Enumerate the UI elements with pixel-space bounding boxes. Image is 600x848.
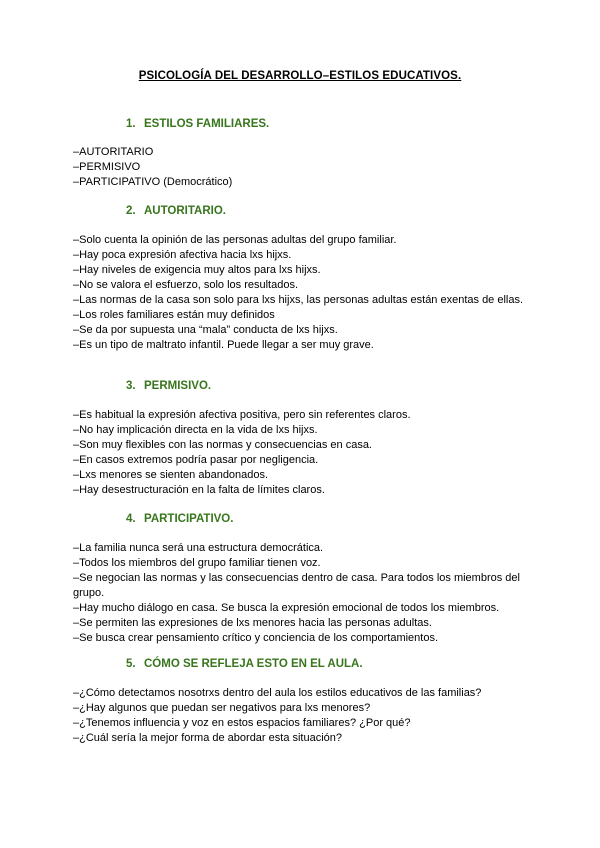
list-item: –Hay mucho diálogo en casa. Se busca la expresión emocional de todos los miembros. [73,602,500,614]
list-item: –En casos extremos podría pasar por negligencia. [73,454,319,466]
list-item: –Hay desestructuración en la falta de límites claros. [73,484,325,496]
list-item: –Hay niveles de exigencia muy altos para lxs hijxs. [73,264,321,276]
section-heading-estilos-familiares [126,118,269,130]
section-number: 5. [126,658,136,670]
section-number: 2. [126,205,136,217]
list-item: –Se da por supuesta una “mala” conducta de lxs hijxs. [73,324,338,336]
section-title: ESTILOS FAMILIARES. [144,118,270,130]
list-item: –¿Tenemos influencia y voz en estos espacios familiares? ¿Por qué? [73,717,411,729]
section-list-permisivo [73,408,543,498]
list-item: –Son muy flexibles con las normas y consecuencias en casa. [73,439,372,451]
list-item: –La familia nunca será una estructura democrática. [73,542,324,554]
list-item: –Solo cuenta la opinión de las personas adultas del grupo familiar. [73,234,397,246]
list-item: –¿Hay algunos que puedan ser negativos para lxs menores? [73,702,371,714]
list-item: –¿Cómo detectamos nosotrxs dentro del aula los estilos educativos de las familias? [73,687,482,699]
list-item: –Es habitual la expresión afectiva positiva, pero sin referentes claros. [73,409,411,421]
document-title: PSICOLOGÍA DEL DESARROLLO–ESTILOS EDUCATIVOS. [138,70,462,82]
list-item: –Lxs menores se sienten abandonados. [73,469,269,481]
section-title: PARTICIPATIVO. [144,513,234,525]
section-number: 1. [126,118,136,130]
section-list-participativo [73,541,543,646]
section-heading-participativo [126,513,233,525]
list-item: –Las normas de la casa son solo para lxs hijxs, las personas adultas están exentas de ellas. [73,294,524,306]
section-title: CÓMO SE REFLEJA ESTO EN EL AULA. [144,658,363,670]
list-item: –Todos los miembros del grupo familiar tienen voz. [73,557,321,569]
list-item: –Los roles familiares están muy definidos [73,309,275,321]
list-item: –PERMISIVO [73,161,141,173]
section-title: PERMISIVO. [144,380,212,392]
section-list-aula [73,686,543,746]
section-list-estilos-familiares [73,145,543,190]
section-heading-autoritario [126,205,226,217]
list-item: –No se valora el esfuerzo, solo los resultados. [73,279,299,291]
list-item: –Hay poca expresión afectiva hacia lxs hijxs. [73,249,292,261]
list-item: –AUTORITARIO [73,146,154,158]
section-number: 4. [126,513,136,525]
list-item: –Se permiten las expresiones de lxs menores hacia las personas adultas. [73,617,432,629]
list-item: –¿Cuál sería la mejor forma de abordar esta situación? [73,732,343,744]
list-item: –Se negocian las normas y las consecuencias dentro de casa. Para todos los miembros del grupo. [73,572,520,599]
section-number: 3. [126,380,136,392]
list-item: –PARTICIPATIVO (Democrático) [73,176,233,188]
list-item: –No hay implicación directa en la vida de lxs hijxs. [73,424,318,436]
list-item: –Se busca crear pensamiento crítico y conciencia de los comportamientos. [73,632,439,644]
section-heading-permisivo [126,380,211,392]
list-item: –Es un tipo de maltrato infantil. Puede llegar a ser muy grave. [73,339,374,351]
section-heading-aula [126,658,363,670]
section-list-autoritario [73,233,543,353]
section-title: AUTORITARIO. [144,205,226,217]
